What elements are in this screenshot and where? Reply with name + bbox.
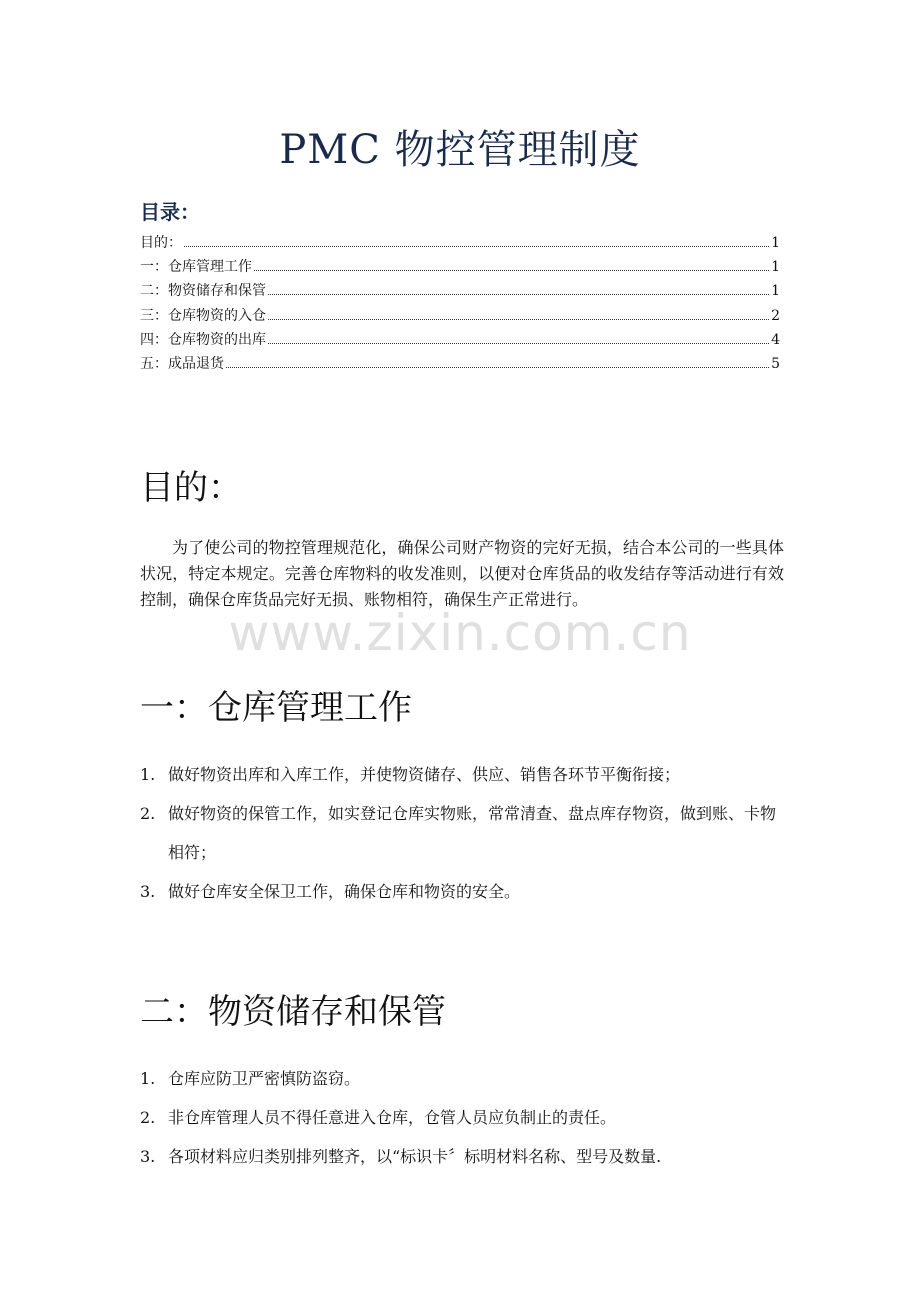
- list-item-number: 3.: [140, 882, 156, 901]
- toc-leader-dots: [268, 293, 769, 295]
- list-item-text: 做好物资出库和入库工作，并使物资储存、供应、销售各环节平衡衔接；: [168, 765, 681, 784]
- toc-entry[interactable]: [140, 353, 780, 377]
- toc-entry[interactable]: [140, 280, 780, 304]
- toc-leader-dots: [226, 366, 769, 368]
- list-item: [140, 755, 784, 794]
- list-item: [140, 1137, 784, 1176]
- toc-entry-page: 5: [771, 355, 780, 372]
- section1-list: [140, 755, 784, 911]
- list-item-number: 3.: [140, 1147, 156, 1166]
- list-item-number: 2.: [140, 1108, 156, 1127]
- list-item: [140, 1059, 784, 1098]
- section2-list: [140, 1059, 784, 1176]
- document-title: PMC 物控管理制度: [279, 127, 641, 173]
- toc-entry-page: 1: [771, 235, 780, 251]
- toc-entry-label: 五：成品退货: [140, 355, 224, 372]
- toc-entry-page: 2: [771, 307, 780, 324]
- table-of-contents: [140, 232, 780, 377]
- purpose-heading: 目的：: [140, 468, 242, 508]
- toc-entry-page: 1: [771, 259, 780, 276]
- list-item-text: 仓库应防卫严密慎防盗窃。: [168, 1069, 361, 1088]
- toc-entry[interactable]: [140, 232, 780, 256]
- toc-leader-dots: [268, 318, 769, 320]
- toc-entry[interactable]: [140, 329, 780, 353]
- toc-entry-page: 1: [771, 283, 780, 300]
- list-item-text: 做好仓库安全保卫工作，确保仓库和物资的安全。: [168, 882, 521, 901]
- section2-heading: 二：物资储存和保管: [140, 992, 446, 1032]
- toc-entry[interactable]: [140, 256, 780, 280]
- list-item-number: 2.: [140, 804, 156, 823]
- list-item-number: 1.: [140, 765, 156, 784]
- toc-entry-label: 一：仓库管理工作: [140, 259, 252, 276]
- toc-leader-dots: [184, 245, 769, 247]
- section1-heading: 一：仓库管理工作: [140, 688, 412, 728]
- list-item-text: 各项材料应归类别排列整齐，以“标识卡〞标明材料名称、型号及数量.: [168, 1147, 662, 1166]
- list-item-text: 非仓库管理人员不得任意进入仓库，仓管人员应负制止的责任。: [168, 1108, 617, 1127]
- list-item: [140, 794, 784, 872]
- list-item-number: 1.: [140, 1069, 156, 1088]
- toc-leader-dots: [268, 342, 769, 344]
- list-item: [140, 1098, 784, 1137]
- toc-leader-dots: [254, 269, 769, 271]
- toc-entry-label: 四：仓库物资的出库: [140, 331, 266, 348]
- toc-heading: 目录：: [140, 200, 200, 224]
- list-item: [140, 872, 784, 911]
- toc-entry-label: 目的：: [140, 235, 182, 251]
- list-item-text: 做好物资的保管工作，如实登记仓库实物账，常常清查、盘点库存物资，做到账、卡物相符；: [168, 804, 777, 862]
- watermark: www.zixin.com.cn: [228, 604, 692, 662]
- purpose-paragraph: 为了使公司的物控管理规范化，确保公司财产物资的完好无损，结合本公司的一些具体状况，特定本规定。完善仓库物料的收发准则，以便对仓库货品的收发结存等活动进行有效控制，确保仓库货品完好无损、账物相符，确保生产正常进行。: [140, 538, 784, 609]
- toc-entry-label: 三：仓库物资的入仓: [140, 307, 266, 324]
- toc-entry-page: 4: [771, 331, 780, 348]
- toc-entry[interactable]: [140, 305, 780, 329]
- toc-entry-label: 二：物资储存和保管: [140, 283, 266, 300]
